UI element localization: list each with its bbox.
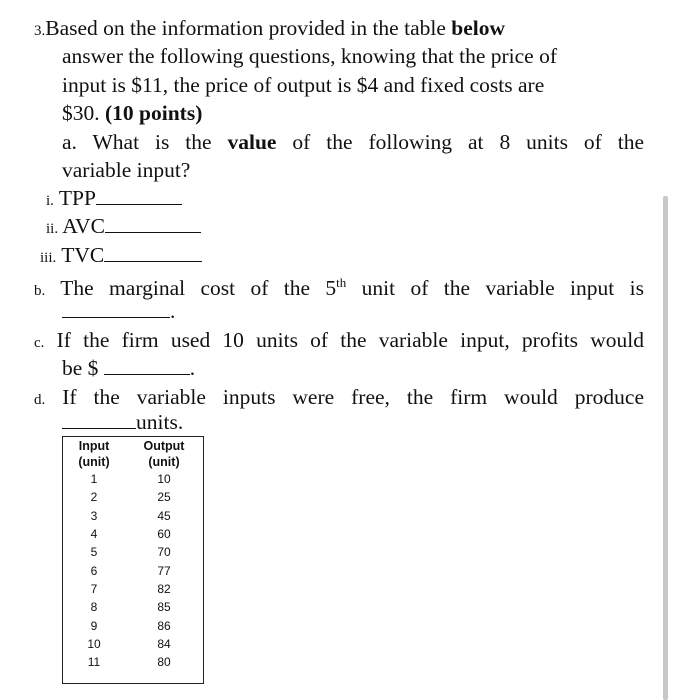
answer-blank-tpp[interactable] — [96, 186, 182, 205]
cell-output: 85 — [157, 600, 171, 615]
cell-input: 1 — [90, 472, 98, 487]
table-row — [63, 525, 203, 543]
cell-output: 80 — [157, 655, 171, 670]
table-row — [63, 635, 203, 653]
cell-input: 8 — [90, 600, 98, 615]
part-a-line-1: a. What is the value of the following at 8 units of the — [62, 130, 644, 154]
cell-output: 82 — [157, 581, 171, 596]
cell-output: 45 — [157, 508, 171, 523]
item-avc: ii. AVC — [46, 213, 201, 242]
table-row — [63, 580, 203, 598]
part-b-line-1: b. The marginal cost of the 5th unit of the variable input is — [34, 275, 644, 301]
answer-blank-profit[interactable] — [104, 356, 190, 375]
cell-output: 25 — [157, 490, 171, 505]
part-d-line-1: d. If the variable inputs were free, the firm would produce — [34, 385, 644, 409]
question-number: 3. — [34, 23, 46, 39]
vertical-scrollbar[interactable] — [663, 196, 668, 700]
cell-output: 60 — [157, 527, 171, 542]
cell-input: 2 — [90, 490, 98, 505]
question-line-2: answer the following questions, knowing that the price of — [62, 44, 557, 68]
cell-output: 84 — [157, 636, 171, 651]
cell-input: 10 — [87, 636, 101, 651]
cell-output: 86 — [157, 618, 171, 633]
answer-blank-tvc[interactable] — [104, 243, 202, 262]
part-c-line-1: c. If the firm used 10 units of the variable input, profits would — [34, 328, 644, 352]
part-c-line-2: be $ . — [62, 356, 196, 380]
table-header-row — [63, 437, 203, 470]
part-a-line-2: variable input? — [62, 158, 191, 182]
cell-input: 9 — [90, 618, 98, 633]
table-row — [63, 470, 203, 488]
answer-blank-mc[interactable] — [62, 299, 170, 318]
table-row — [63, 561, 203, 579]
cell-input: 5 — [90, 545, 98, 560]
answer-blank-avc[interactable] — [105, 214, 201, 233]
part-b-line-2: . — [62, 298, 175, 324]
points-label: (10 points) — [105, 101, 203, 125]
question-line-4: $30. (10 points) — [62, 101, 203, 125]
header-output: Output (unit) — [143, 439, 185, 469]
cell-input: 4 — [90, 527, 98, 542]
cell-input: 3 — [90, 508, 98, 523]
table-row — [63, 543, 203, 561]
answer-blank-units[interactable] — [62, 410, 136, 429]
part-d-line-2: units. — [62, 409, 183, 435]
cell-input: 6 — [90, 563, 98, 578]
question-line-3: input is $11, the price of output is $4 and fixed costs are — [62, 73, 545, 97]
cell-input: 7 — [90, 581, 98, 596]
cell-input: 11 — [87, 655, 101, 670]
cell-output: 70 — [157, 545, 171, 560]
question-line-1: 3.Based on the information provided in the table below — [34, 16, 506, 40]
table-row — [63, 653, 203, 671]
item-tvc: iii. TVC — [40, 242, 202, 271]
cell-output: 77 — [157, 563, 171, 578]
header-input: Input (unit) — [78, 439, 110, 469]
table-row — [63, 616, 203, 634]
item-tpp: i. TPP — [46, 185, 182, 214]
table-row — [63, 598, 203, 616]
table-row — [63, 507, 203, 525]
input-output-table — [62, 436, 204, 684]
cell-output: 10 — [157, 472, 171, 487]
table-row — [63, 488, 203, 506]
